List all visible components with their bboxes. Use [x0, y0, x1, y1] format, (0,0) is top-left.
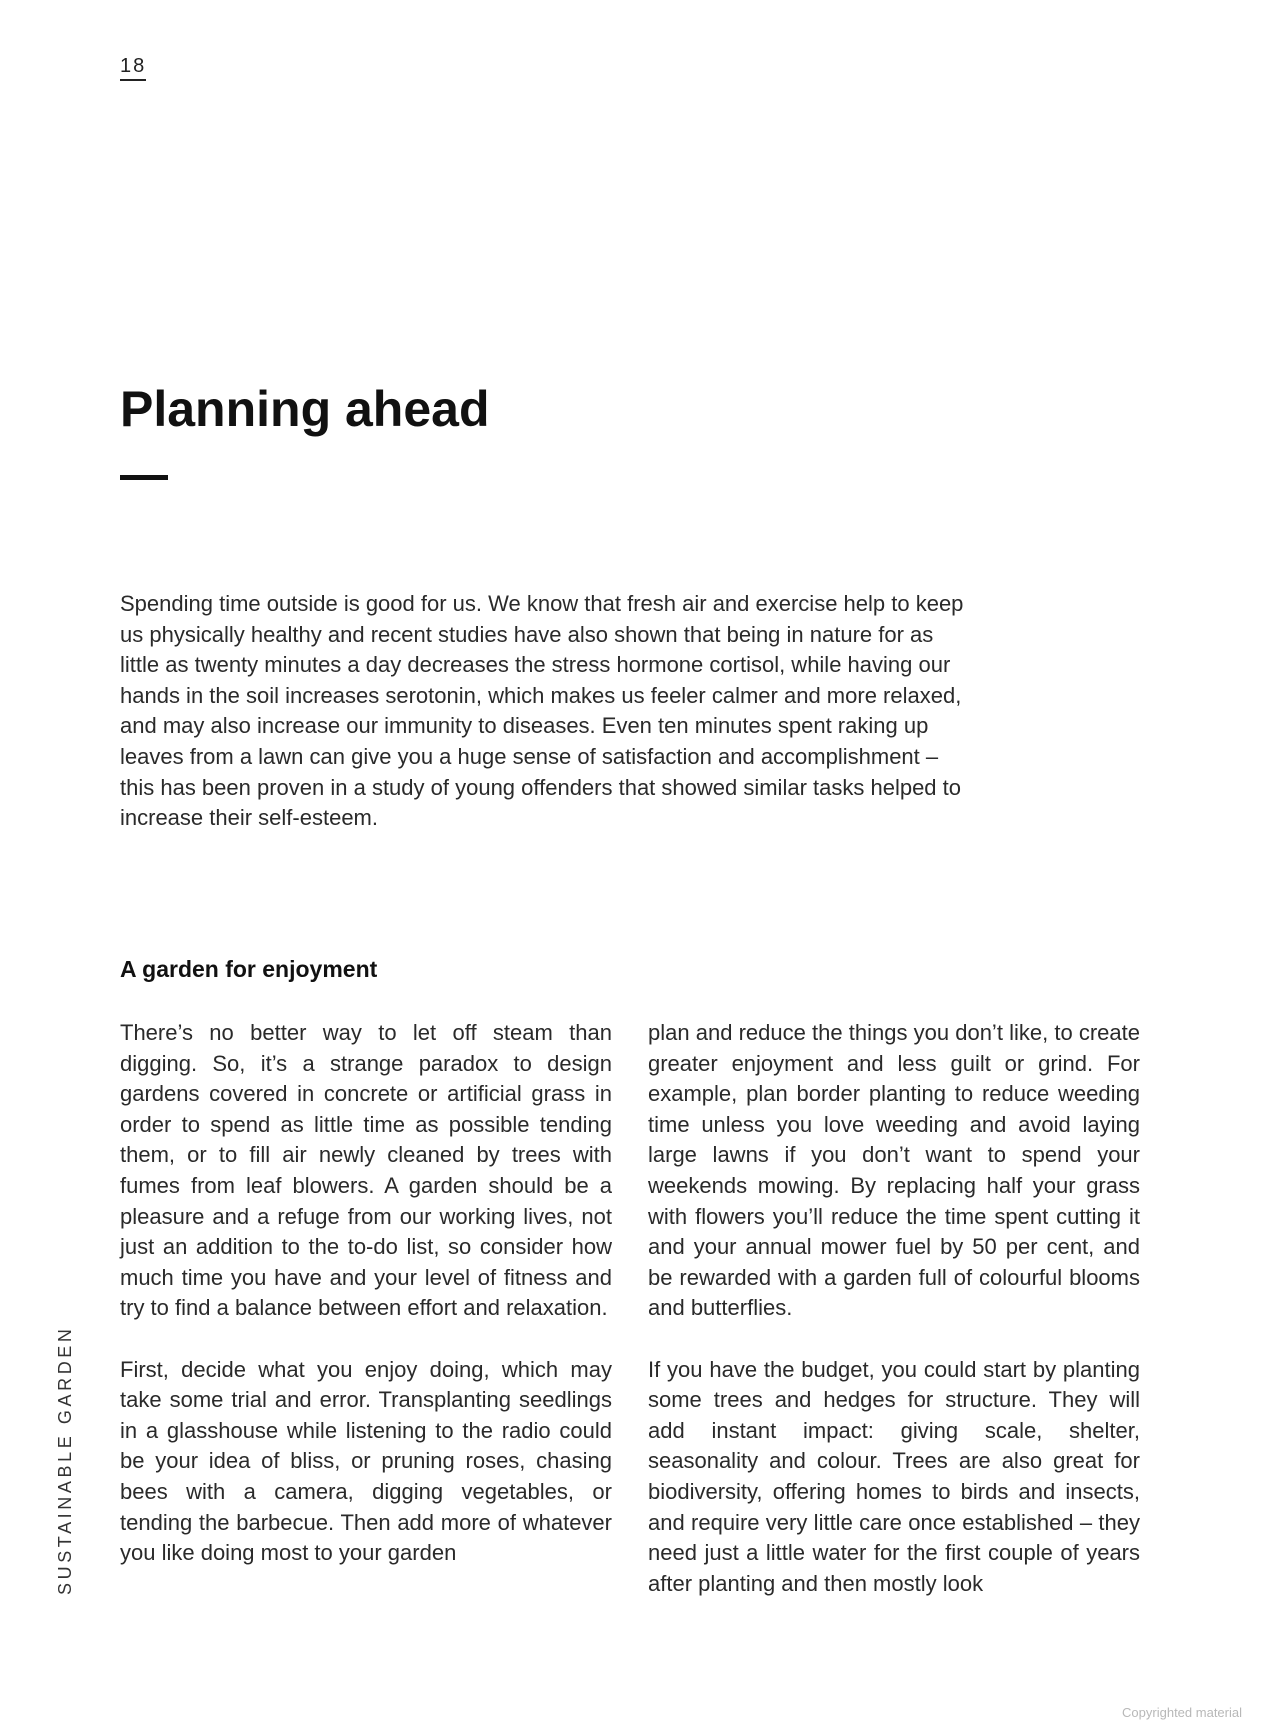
right-column [648, 1018, 1140, 1630]
copyright-watermark: Copyrighted material [1122, 1705, 1242, 1720]
page-title: Planning ahead [120, 381, 490, 437]
left-column [120, 1018, 612, 1599]
body-paragraph: plan and reduce the things you don’t like, to create greater enjoyment and less guilt or grind. For example, plan border planting to reduce weeding time unless you love weeding and avoid laying large lawns if you don’t want to spend your weekends mowing. By replacing half your grass with flowers you’ll reduce the time spent cutting it and your annual mower fuel by 50 per cent, and be rewarded with a garden full of colourful blooms and butterflies. [648, 1020, 1140, 1321]
section-subheading: A garden for enjoyment [120, 956, 378, 982]
running-section-label: SUSTAINABLE GARDEN [55, 1325, 75, 1595]
intro-paragraph: Spending time outside is good for us. We know that fresh air and exercise help to keep us physically healthy and recent studies have also shown that being in nature for as little as twenty minutes a day decreases the stress hormone cortisol, while having our hands in the soil increases serotonin, which makes us feeler calmer and more relaxed, and may also increase our immunity to diseases. Even ten minutes spent raking up leaves from a lawn can give you a huge sense of satisfaction and accomplishment – this has been proven in a study of young offenders that showed similar tasks helped to increase their self-esteem. [120, 591, 964, 831]
body-paragraph: First, decide what you enjoy doing, which may take some trial and error. Transplanting seedlings in a glasshouse while listening to the radio could be your idea of bliss, or pruning roses, chasing bees with a camera, digging vegetables, or tending the barbecue. Then add more of whatever you like doing most to your garden [120, 1356, 612, 1566]
body-paragraph: If you have the budget, you could start by planting some trees and hedges for structure. They will add instant impact: giving scale, shelter, seasonality and colour. Trees are also great for biodiversity, offering homes to birds and insects, and require very little care once established – they need just a little water for the first couple of years after planting and then mostly look [648, 1356, 1140, 1596]
page-number: 18 [120, 56, 146, 81]
body-paragraph: There’s no better way to let off steam than digging. So, it’s a strange paradox to design gardens covered in concrete or artificial grass in order to spend as little time as possible tending them, or to fill air newly cleaned by trees with fumes from leaf blowers. A garden should be a pleasure and a refuge from our working lives, not just an addition to the to-do list, so consider how much time you have and your level of fitness and try to find a balance between effort and relaxation. [120, 1020, 612, 1321]
title-underline [120, 475, 168, 480]
